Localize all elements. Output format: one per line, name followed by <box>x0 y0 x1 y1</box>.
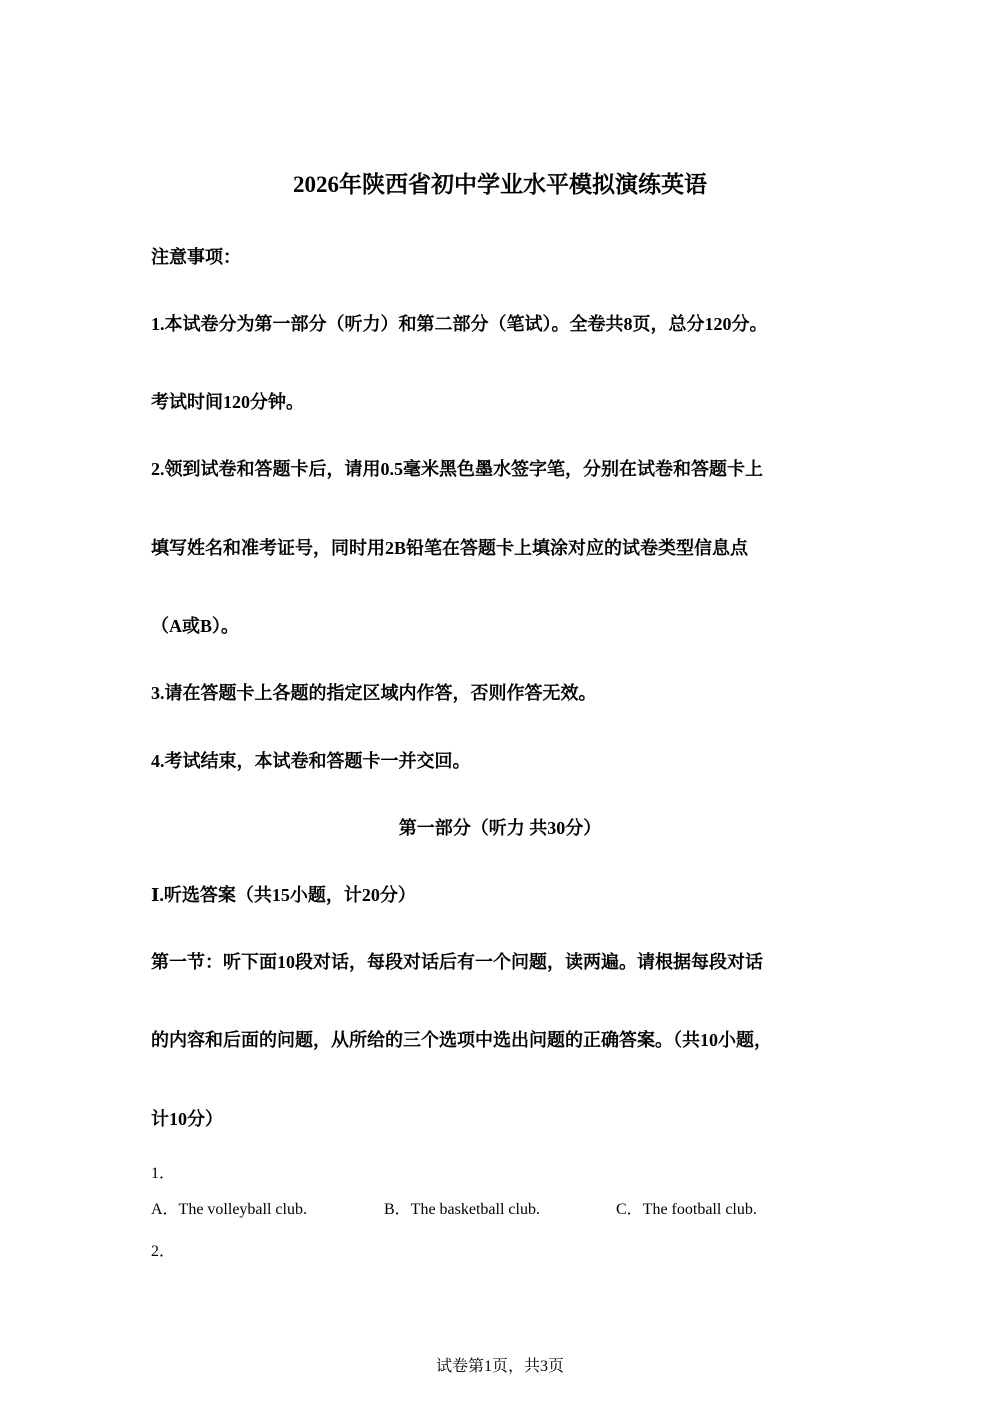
notice-item-2-line-1: 2.领到试卷和答题卡后，请用0.5毫米黑色墨水签字笔，分别在试卷和答题卡上 <box>151 459 763 479</box>
question-1-number: 1． <box>151 1165 176 1182</box>
notice-item-4: 4.考试结束，本试卷和答题卡一并交回。 <box>151 751 471 771</box>
question-1-option-a: A．The volleyball club. <box>151 1201 307 1218</box>
question-1-option-c: C．The football club. <box>616 1201 757 1218</box>
notice-item-2-line-2: 填写姓名和准考证号，同时用2B铅笔在答题卡上填涂对应的试卷类型信息点 <box>151 538 749 558</box>
notice-item-1-line-1: 1.本试卷分为第一部分（听力）和第二部分（笔试）。全卷共8页，总分120分。 <box>151 314 768 334</box>
page-footer: 试卷第1页，共3页 <box>435 1358 564 1375</box>
instruction-line-2: 的内容和后面的问题，从所给的三个选项中选出问题的正确答案。（共10小题， <box>151 1030 772 1050</box>
notice-item-1-line-2: 考试时间120分钟。 <box>151 392 304 412</box>
question-2-number: 2． <box>151 1243 176 1260</box>
section-1-heading: Ⅰ.听选答案（共15小题，计20分） <box>151 885 416 905</box>
notice-item-2-line-3: （A或B）。 <box>151 616 240 636</box>
part-1-heading: 第一部分（听力 共30分） <box>398 818 602 838</box>
question-1-option-b: B．The basketball club. <box>384 1201 540 1218</box>
notice-heading: 注意事项： <box>151 247 241 267</box>
instruction-line-3: 计10分） <box>151 1109 223 1129</box>
instruction-line-1: 第一节：听下面10段对话，每段对话后有一个问题，读两遍。请根据每段对话 <box>151 952 763 972</box>
exam-title: 2026年陕西省初中学业水平模拟演练英语 <box>293 172 707 197</box>
notice-item-3: 3.请在答题卡上各题的指定区域内作答，否则作答无效。 <box>151 683 597 703</box>
